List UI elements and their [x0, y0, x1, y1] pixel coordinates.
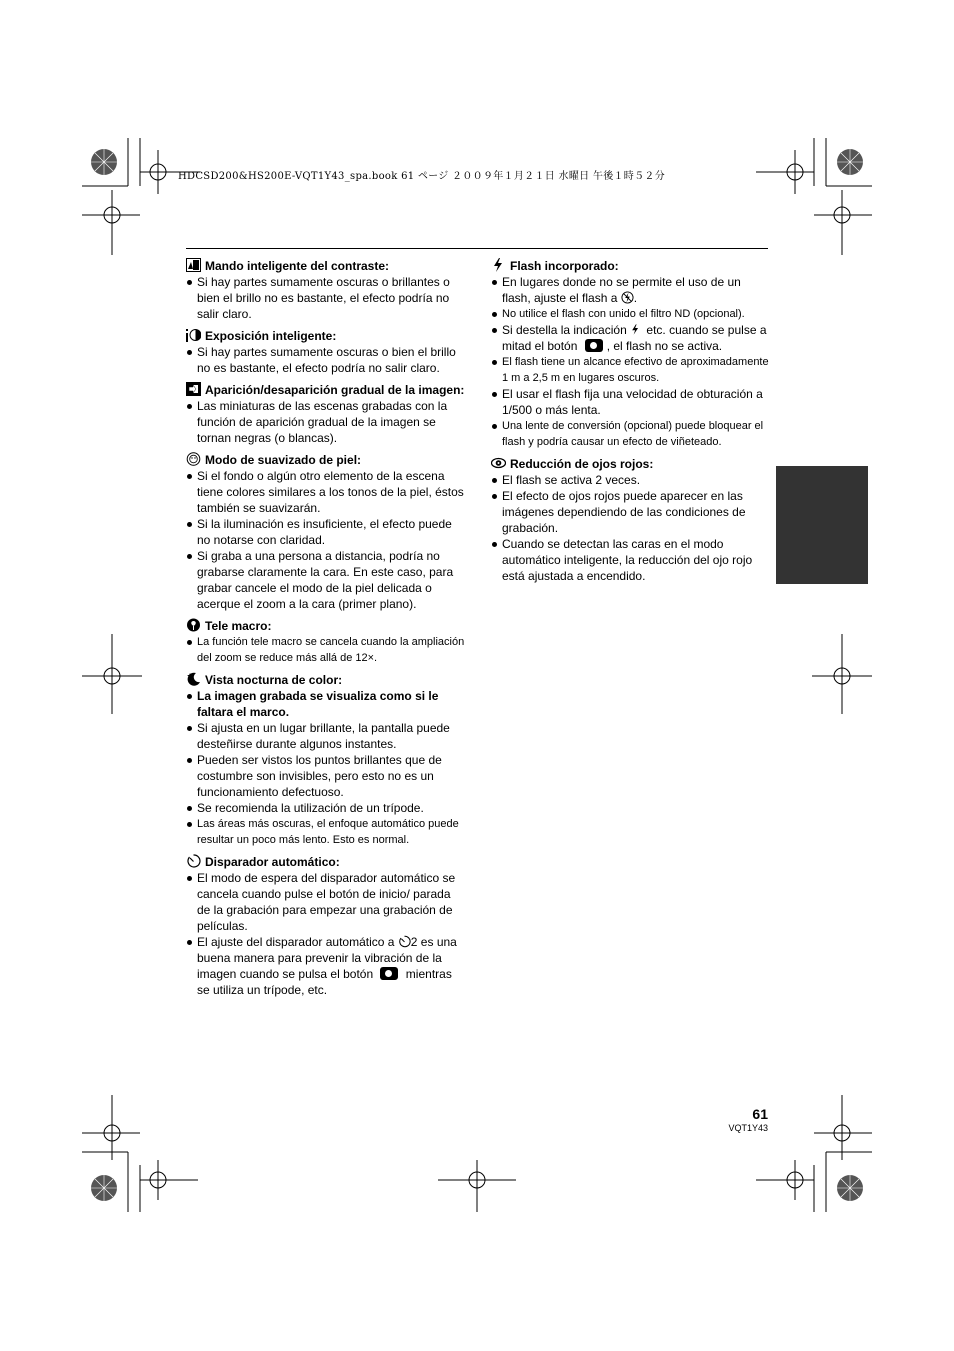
flash-list: [491, 274, 771, 450]
list-item: El usar el flash fija una velocidad de obturación a 1/500 o más lenta.: [491, 386, 771, 418]
skin-list: [186, 468, 466, 612]
list-item: Si el fondo o algún otro elemento de la escena tiene colores similares a los tonos de la piel, éstos también se suavizarán.: [186, 468, 466, 516]
list-item: El flash se activa 2 veces.: [491, 472, 771, 488]
camera-button-icon: [585, 339, 603, 352]
section-title-night: Vista nocturna de color:: [186, 672, 466, 688]
right-column: [491, 258, 771, 584]
list-item: La imagen grabada se visualiza como si le faltara el marco.: [186, 688, 466, 720]
section-title-tele-macro: Tele macro:: [186, 618, 466, 634]
section-title-exposure: Exposición inteligente:: [186, 328, 466, 344]
night-list: [186, 688, 466, 848]
page-number: 61: [752, 1106, 768, 1122]
file-info-header: HDCSD200&HS200E-VQT1Y43_spa.book 61 ページ ２００９年１月２１日 水曜日 午後１時５２分: [178, 171, 666, 182]
list-item: El efecto de ojos rojos puede aparecer en las imágenes dependiendo de las condiciones de grabación.: [491, 488, 771, 536]
left-column: [186, 258, 466, 998]
list-item: Si graba a una persona a distancia, podría no grabarse claramente la cara. En este caso, para grabar cancele el modo de la piel delicada o acerque el zoom a la cara (primer plano).: [186, 548, 466, 612]
list-item: Pueden ser vistos los puntos brillantes que de costumbre son invisibles, pero esto no es un funcionamiento defectuoso.: [186, 752, 466, 800]
red-eye-list: [491, 472, 771, 584]
list-item: Si ajusta en un lugar brillante, la pantalla puede desteñirse durante algunos instantes.: [186, 720, 466, 752]
tele-macro-icon: [186, 618, 201, 632]
list-item: Las miniaturas de las escenas grabadas con la función de aparición gradual de la imagen se tornan negras (o blancas).: [186, 398, 466, 446]
list-item: Las áreas más oscuras, el enfoque automático puede resultar un poco más lento. Esto es normal.: [186, 816, 466, 848]
skin-mode-icon: [186, 452, 201, 466]
fade-list: [186, 398, 466, 446]
contrast-icon: [186, 258, 201, 272]
list-item: Se recomienda la utilización de un trípode.: [186, 800, 466, 816]
flash-off-icon: [621, 291, 634, 304]
list-item: En lugares donde no se permite el uso de un flash, ajuste el flash a .: [491, 274, 771, 306]
model-code: VQT1Y43: [728, 1123, 768, 1133]
flash-icon: [491, 258, 506, 272]
list-item: El flash tiene un alcance efectivo de aproximadamente 1 m a 2,5 m en lugares oscuros.: [491, 354, 771, 386]
section-title-contrast: Mando inteligente del contraste:: [186, 258, 466, 274]
list-item: El ajuste del disparador automático a 2 es una buena manera para prevenir la vibración de la imagen cuando se pulsa el botón mientras se utiliza un trípode, etc.: [186, 934, 466, 998]
list-item: Si hay partes sumamente oscuras o brillantes o bien el brillo no es bastante, el efecto podría no salir claro.: [186, 274, 466, 322]
top-rule: [186, 248, 768, 249]
contrast-list: [186, 274, 466, 322]
list-item: Si hay partes sumamente oscuras o bien el brillo no es bastante, el efecto podría no salir claro.: [186, 344, 466, 376]
flash-icon: [630, 323, 643, 336]
night-view-icon: [186, 672, 201, 686]
intelligent-exposure-icon: [186, 328, 201, 342]
self-timer-icon: [186, 854, 201, 868]
section-title-timer: Disparador automático:: [186, 854, 466, 870]
side-tab: [776, 466, 868, 584]
list-item: La función tele macro se cancela cuando la ampliación del zoom se reduce más allá de 12×.: [186, 634, 466, 666]
self-timer-icon: [398, 935, 411, 948]
section-title-skin: Modo de suavizado de piel:: [186, 452, 466, 468]
list-item: No utilice el flash con unido el filtro ND (opcional).: [491, 306, 771, 322]
list-item: Si destella la indicación etc. cuando se pulse a mitad el botón , el flash no se activa.: [491, 322, 771, 354]
list-item: Si la iluminación es insuficiente, el efecto puede no notarse con claridad.: [186, 516, 466, 548]
section-title-fade: Aparición/desaparición gradual de la imagen:: [186, 382, 466, 398]
list-item: Una lente de conversión (opcional) puede bloquear el flash y podría causar un efecto de viñeteado.: [491, 418, 771, 450]
section-title-flash: Flash incorporado:: [491, 258, 771, 274]
list-item: El modo de espera del disparador automático se cancela cuando pulse el botón de inicio/ parada de la grabación para empezar una grabación de películas.: [186, 870, 466, 934]
timer-list: [186, 870, 466, 998]
section-title-red-eye: Reducción de ojos rojos:: [491, 456, 771, 472]
fade-icon: [186, 382, 201, 396]
exposure-list: [186, 344, 466, 376]
list-item: Cuando se detectan las caras en el modo automático inteligente, la reducción del ojo rojo está ajustada a encendido.: [491, 536, 771, 584]
tele-macro-list: [186, 634, 466, 666]
camera-button-icon: [380, 967, 398, 980]
red-eye-icon: [491, 456, 506, 470]
